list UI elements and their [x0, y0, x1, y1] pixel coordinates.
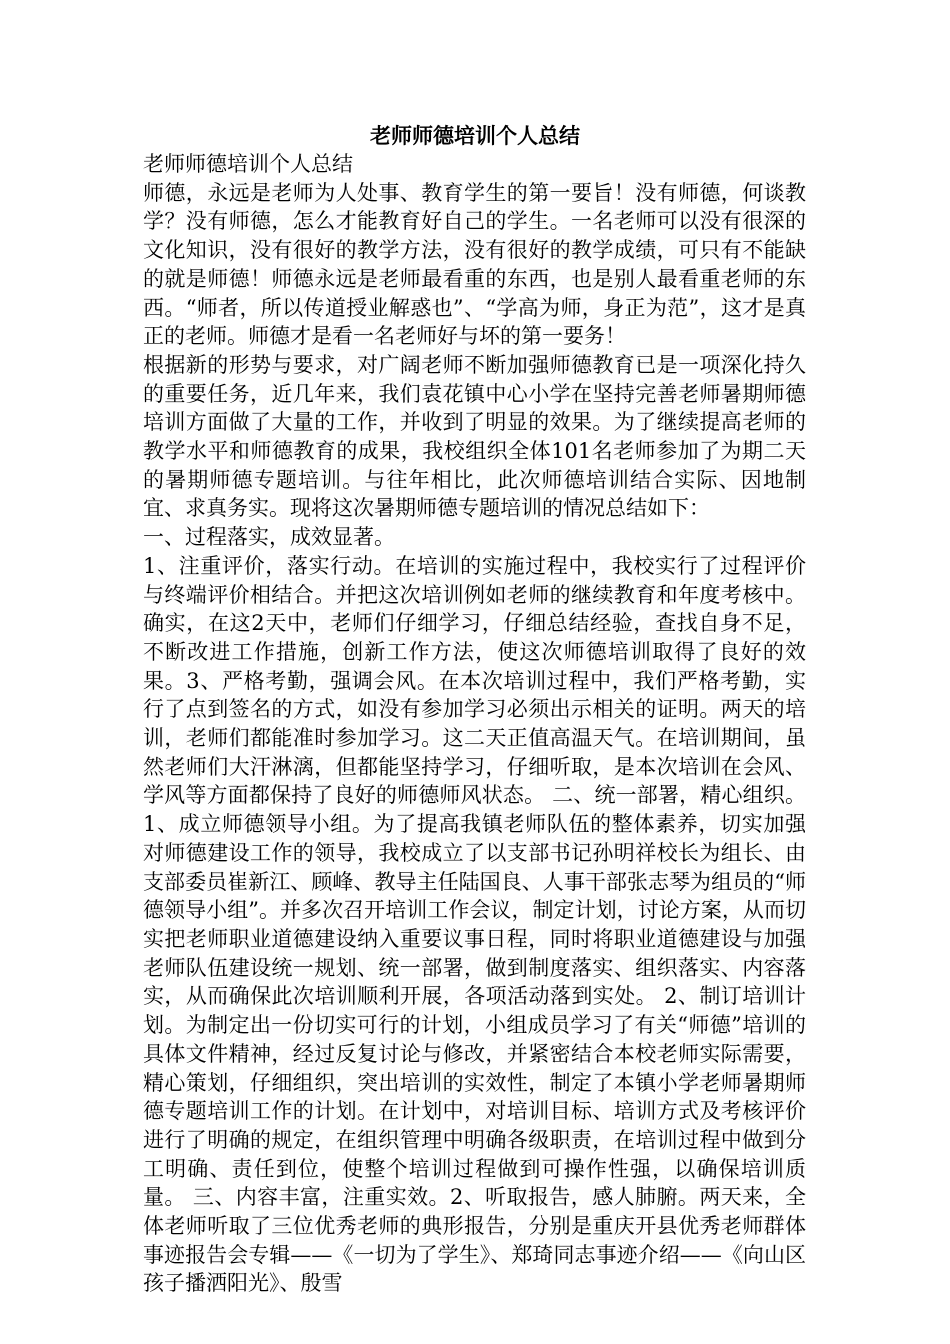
- paragraph-intro: 师德，永远是老师为人处事、教育学生的第一要旨！没有师德，何谈教学？没有师德，怎么才能教育好自己的学生。一名老师可以没有很深的文化知识，没有很好的教学方法，没有很好的教学成绩，可只有不能缺的就是师德！师德永远是老师最看重的东西，也是别人最看重老师的东西。“师者，所以传道授业解惑也”、“学高为师，身正为范”，这才是真正的老师。师德才是看一名老师好与坏的第一要务！: [143, 180, 806, 349]
- document-subtitle-line: 老师师德培训个人总结: [143, 152, 353, 176]
- section-heading-1: 一、过程落实，成效显著。: [143, 525, 395, 550]
- paragraph-background: 根据新的形势与要求，对广阔老师不断加强师德教育已是一项深化持久的重要任务，近几年来，我们袁花镇中心小学在坚持完善老师暑期师德培训方面做了大量的工作，并收到了明显的效果。为了继续提高老师的教学水平和师德教育的成果，我校组织全体101名老师参加了为期二天的暑期师德专题培训。与往年相比，此次师德培训结合实际、因地制宜、求真务实。现将这次暑期师德专题培训的情况总结如下：: [143, 352, 806, 521]
- paragraph-details: 1、注重评价，落实行动。在培训的实施过程中，我校实行了过程评价与终端评价相结合。并把这次培训例如老师的继续教育和年度考核中。确实，在这2天中，老师们仔细学习，仔细总结经验，查找自身不足，不断改进工作措施，创新工作方法，使这次师德培训取得了良好的效果。3、严格考勤，强调会风。在本次培训过程中，我们严格考勤，实行了点到签名的方式，如没有参加学习必须出示相关的证明。两天的培训，老师们都能准时参加学习。这二天正值高温天气。在培训期间，虽然老师们大汗淋漓，但都能坚持学习，仔细听取，是本次培训在会风、学风等方面都保持了良好的师德师风状态。 二、统一部署，精心组织。 1、成立师德领导小组。为了提高我镇老师队伍的整体素养，切实加强对师德建设工作的领导，我校成立了以支部书记孙明祥校长为组长、由支部委员崔新江、顾峰、教导主任陆国良、人事干部张志琴为组员的“师德领导小组”。并多次召开培训工作会议，制定计划，讨论方案，从而切实把老师职业道德建设纳入重要议事日程，同时将职业道德建设与加强老师队伍建设统一规划、统一部署，做到制度落实、组织落实、内容落实，从而确保此次培训顺利开展，各项活动落到实处。 2、制订培训计划。为制定出一份切实可行的计划，小组成员学习了有关“师德”培训的具体文件精神，经过反复讨论与修改，并紧密结合本校老师实际需要，精心策划，仔细组织，突出培训的实效性，制定了本镇小学老师暑期师德专题培训工作的计划。在计划中，对培训目标、培训方式及考核评价进行了明确的规定，在组织管理中明确各级职责，在培训过程中做到分工明确、责任到位，使整个培训过程做到可操作性强，以确保培训质量。 三、内容丰富，注重实效。2、听取报告，感人肺腑。两天来，全体老师听取了三位优秀老师的典形报告，分别是重庆开县优秀老师群体事迹报告会专辑——《一切为了学生》、郑琦同志事迹介绍——《向山区孩子播洒阳光》、殷雪: [143, 553, 806, 1296]
- document-title: 老师师德培训个人总结: [370, 123, 580, 148]
- document-body: [143, 150, 806, 1298]
